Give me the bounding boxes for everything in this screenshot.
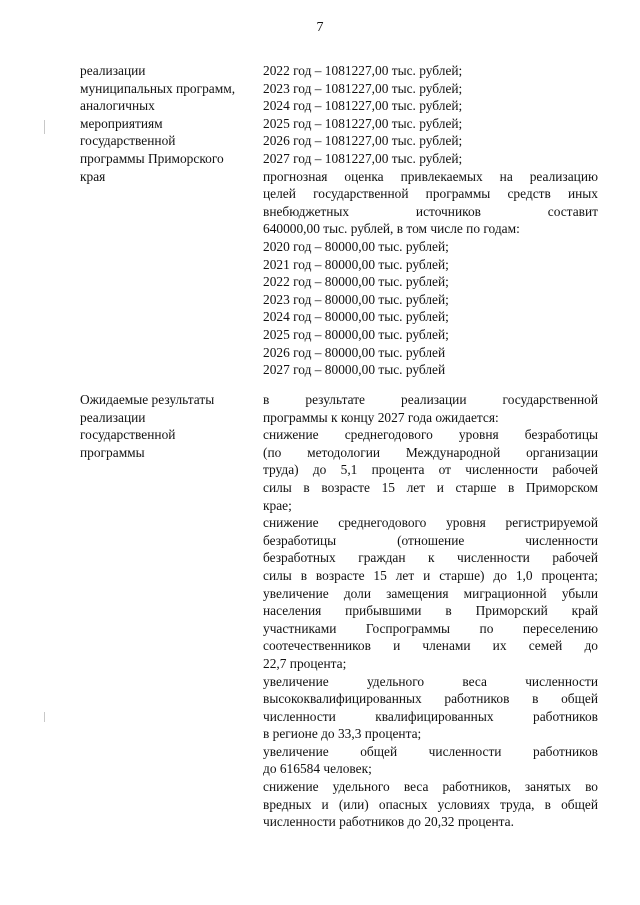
text-line: (по методологии Международной организации <box>263 444 598 460</box>
label-line: государственной <box>80 427 176 443</box>
text-line: снижение удельного веса работников, занятых во <box>263 779 598 795</box>
label-line: программы Приморского <box>80 150 224 166</box>
text-line: целей государственной программы средств иных <box>263 186 598 202</box>
text-line: численности квалифицированных работников <box>263 708 598 724</box>
label-line: края <box>80 168 106 184</box>
text-line: безработных граждан к численности рабочей <box>263 550 598 566</box>
section-2-text <box>263 391 598 831</box>
text-line: снижение среднегодового уровня регистрируемой <box>263 515 598 531</box>
text-line: 640000,00 тыс. рублей, в том числе по годам: <box>263 221 520 237</box>
text-line: увеличение доли замещения миграционной убыли <box>263 585 598 601</box>
text-line: безработицы (отношение численности <box>263 532 598 548</box>
text-line: вредных и (или) опасных условиях труда, в общей <box>263 796 598 812</box>
text-line: 2023 год – 80000,00 тыс. рублей; <box>263 291 449 307</box>
text-line: увеличение общей численности работников <box>263 743 598 759</box>
text-line: прогнозная оценка привлекаемых на реализацию <box>263 168 598 184</box>
text-line: в результате реализации государственной <box>263 392 598 407</box>
section-2-label <box>80 391 260 461</box>
margin-mark <box>44 120 45 134</box>
text-line: 2026 год – 1081227,00 тыс. рублей; <box>263 133 463 149</box>
text-line: программы к концу 2027 года ожидается: <box>263 409 499 425</box>
text-line: 2025 год – 1081227,00 тыс. рублей; <box>263 115 463 131</box>
text-line: 2027 год – 1081227,00 тыс. рублей; <box>263 150 463 166</box>
text-line: 2023 год – 1081227,00 тыс. рублей; <box>263 80 463 96</box>
label-line: реализации <box>80 63 146 78</box>
text-line: 2025 год – 80000,00 тыс. рублей; <box>263 326 449 342</box>
text-line: силы в возрасте 15 лет и старше) до 1,0 процента; <box>263 567 598 583</box>
label-line: Ожидаемые результаты <box>80 392 215 407</box>
text-line: силы в возрасте 15 лет и старше в Приморском <box>263 479 598 495</box>
text-line: увеличение удельного веса численности <box>263 673 598 689</box>
text-line: 2026 год – 80000,00 тыс. рублей <box>263 344 446 360</box>
text-line: участниками Госпрограммы по переселению <box>263 620 598 636</box>
label-line: муниципальных программ, <box>80 80 236 96</box>
text-line: внебюджетных источников составит <box>263 203 598 219</box>
text-line: в регионе до 33,3 процента; <box>263 726 422 742</box>
text-line: 2021 год – 80000,00 тыс. рублей; <box>263 256 449 272</box>
text-line: 2024 год – 80000,00 тыс. рублей; <box>263 309 449 325</box>
page-number: 7 <box>316 20 324 35</box>
label-line: реализации <box>80 409 146 425</box>
text-line: соотечественников и членами их семей до <box>263 638 598 654</box>
text-line: 2027 год – 80000,00 тыс. рублей <box>263 362 446 378</box>
text-line: до 616584 человек; <box>263 761 372 777</box>
text-line: 2020 год – 80000,00 тыс. рублей; <box>263 238 449 254</box>
text-line: 2024 год – 1081227,00 тыс. рублей; <box>263 98 463 114</box>
text-line: населения прибывшими в Приморский край <box>263 603 598 619</box>
label-line: мероприятиям <box>80 115 163 131</box>
text-line: снижение среднегодового уровня безработицы <box>263 427 598 443</box>
margin-mark <box>44 712 45 722</box>
section-1-text <box>263 62 598 379</box>
text-line: высококвалифицированных работников в общей <box>263 691 598 707</box>
text-line: 2022 год – 80000,00 тыс. рублей; <box>263 274 449 290</box>
text-line: крае; <box>263 497 292 513</box>
label-line: государственной <box>80 133 176 149</box>
text-line: 22,7 процента; <box>263 655 347 671</box>
text-line: численности работников до 20,32 процента. <box>263 814 514 830</box>
text-line: 2022 год – 1081227,00 тыс. рублей; <box>263 63 463 78</box>
section-1-label <box>80 62 260 185</box>
text-line: труда) до 5,1 процента от численности рабочей <box>263 462 598 478</box>
label-line: аналогичных <box>80 98 155 114</box>
label-line: программы <box>80 444 145 460</box>
